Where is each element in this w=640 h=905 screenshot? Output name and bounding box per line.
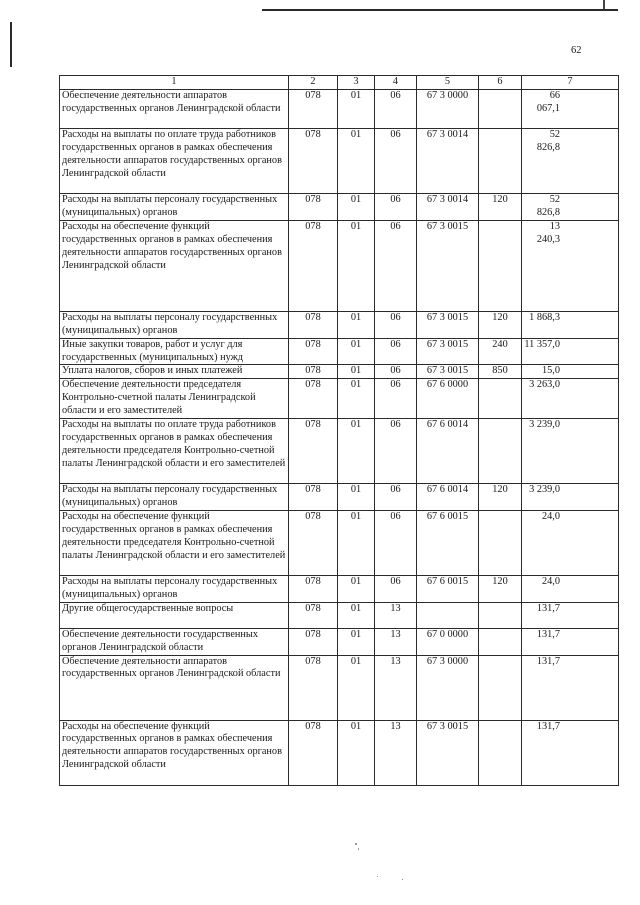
table-row [60,419,619,484]
code-cell: 078 [289,628,338,655]
code-cell: 67 3 0015 [417,220,479,311]
code-cell: 120 [479,194,522,221]
table-row [60,379,619,419]
code-cell [479,602,522,628]
code-cell [479,90,522,129]
code-cell: 67 3 0015 [417,311,479,338]
code-cell: 67 3 0015 [417,338,479,365]
code-cell: 01 [338,338,375,365]
amount-cell: 3 239,0 [522,484,619,511]
amount-cell: 13 240,3 [522,220,619,311]
table-header-row [60,76,619,90]
scan-speck [358,848,359,850]
code-cell: 01 [338,379,375,419]
scan-speck [402,879,403,880]
code-cell: 06 [375,129,417,194]
code-cell: 01 [338,419,375,484]
code-cell: 01 [338,510,375,575]
code-cell: 67 6 0014 [417,484,479,511]
code-cell: 078 [289,311,338,338]
row-name-cell: Расходы на обеспечение функций государственных органов в рамках обеспечения деятельности аппаратов государственных органов Ленинградской области [60,720,289,785]
code-cell [479,379,522,419]
code-cell: 078 [289,484,338,511]
row-name-cell: Расходы на выплаты по оплате труда работников государственных органов в рамках обеспечения деятельности председателя Контрольно-счетной палаты Ленинградской области и его заместителей [60,419,289,484]
code-cell: 06 [375,379,417,419]
code-cell [479,510,522,575]
code-cell: 13 [375,720,417,785]
scan-artifact-top-line [262,9,618,11]
table-row [60,311,619,338]
code-cell: 078 [289,602,338,628]
amount-cell: 11 357,0 [522,338,619,365]
table-row [60,484,619,511]
column-header: 6 [479,76,522,90]
page-number: 62 [571,45,582,56]
column-header: 1 [60,76,289,90]
code-cell: 67 6 0014 [417,419,479,484]
code-cell [417,602,479,628]
amount-cell: 52 826,8 [522,194,619,221]
amount-cell: 24,0 [522,510,619,575]
row-name-cell: Расходы на выплаты персоналу государственных (муниципальных) органов [60,484,289,511]
code-cell: 078 [289,194,338,221]
column-header: 2 [289,76,338,90]
table-row [60,365,619,379]
code-cell: 078 [289,575,338,602]
row-name-cell: Расходы на выплаты персоналу государственных (муниципальных) органов [60,575,289,602]
code-cell: 06 [375,220,417,311]
code-cell [479,419,522,484]
column-header: 7 [522,76,619,90]
row-name-cell: Иные закупки товаров, работ и услуг для государственных (муниципальных) нужд [60,338,289,365]
code-cell: 120 [479,484,522,511]
row-name-cell: Расходы на обеспечение функций государственных органов в рамках обеспечения деятельности председателя Контрольно-счетной палаты Ленинградской области и его заместителей [60,510,289,575]
amount-cell: 131,7 [522,655,619,720]
column-header: 3 [338,76,375,90]
row-name-cell: Обеспечение деятельности председателя Контрольно-счетной палаты Ленинградской области и его заместителей [60,379,289,419]
code-cell: 078 [289,220,338,311]
code-cell: 67 3 0000 [417,655,479,720]
code-cell: 120 [479,311,522,338]
code-cell: 06 [375,338,417,365]
code-cell: 078 [289,379,338,419]
code-cell: 078 [289,338,338,365]
code-cell: 13 [375,655,417,720]
amount-cell: 15,0 [522,365,619,379]
code-cell: 078 [289,720,338,785]
scan-artifact-left-line [10,22,12,67]
code-cell: 01 [338,602,375,628]
code-cell: 01 [338,484,375,511]
code-cell: 01 [338,655,375,720]
amount-cell: 131,7 [522,628,619,655]
code-cell: 01 [338,220,375,311]
table-row [60,655,619,720]
table-row [60,628,619,655]
code-cell: 01 [338,129,375,194]
code-cell: 67 6 0015 [417,575,479,602]
code-cell: 078 [289,419,338,484]
row-name-cell: Расходы на обеспечение функций государственных органов в рамках обеспечения деятельности аппаратов государственных органов Ленинградской области [60,220,289,311]
row-name-cell: Обеспечение деятельности государственных органов Ленинградской области [60,628,289,655]
code-cell: 06 [375,365,417,379]
amount-cell: 3 239,0 [522,419,619,484]
table-row [60,510,619,575]
code-cell: 01 [338,365,375,379]
amount-cell: 66 067,1 [522,90,619,129]
budget-table [59,75,619,786]
row-name-cell: Обеспечение деятельности аппаратов государственных органов Ленинградской области [60,90,289,129]
table-row [60,338,619,365]
table-row [60,90,619,129]
row-name-cell: Уплата налогов, сборов и иных платежей [60,365,289,379]
code-cell: 13 [375,628,417,655]
code-cell: 67 6 0015 [417,510,479,575]
code-cell [479,220,522,311]
table-row [60,129,619,194]
amount-cell: 3 263,0 [522,379,619,419]
code-cell: 06 [375,311,417,338]
scan-speck [377,876,378,877]
code-cell: 240 [479,338,522,365]
amount-cell: 131,7 [522,602,619,628]
code-cell: 06 [375,194,417,221]
table-row [60,220,619,311]
code-cell [479,655,522,720]
code-cell: 01 [338,628,375,655]
code-cell: 06 [375,575,417,602]
code-cell: 078 [289,90,338,129]
code-cell: 67 6 0000 [417,379,479,419]
amount-cell: 52 826,8 [522,129,619,194]
code-cell: 078 [289,365,338,379]
amount-cell: 24,0 [522,575,619,602]
row-name-cell: Расходы на выплаты персоналу государственных (муниципальных) органов [60,194,289,221]
code-cell: 078 [289,129,338,194]
code-cell: 06 [375,419,417,484]
row-name-cell: Другие общегосударственные вопросы [60,602,289,628]
code-cell [479,129,522,194]
column-header: 4 [375,76,417,90]
code-cell [479,720,522,785]
column-header: 5 [417,76,479,90]
code-cell: 06 [375,510,417,575]
code-cell: 120 [479,575,522,602]
scan-speck [355,843,357,845]
code-cell: 13 [375,602,417,628]
table-row [60,575,619,602]
table-row [60,194,619,221]
table-row [60,602,619,628]
code-cell: 850 [479,365,522,379]
amount-cell: 131,7 [522,720,619,785]
row-name-cell: Обеспечение деятельности аппаратов государственных органов Ленинградской области [60,655,289,720]
code-cell: 67 3 0014 [417,129,479,194]
code-cell: 67 3 0000 [417,90,479,129]
code-cell: 67 3 0015 [417,720,479,785]
code-cell: 01 [338,311,375,338]
amount-cell: 1 868,3 [522,311,619,338]
scan-artifact-tick [603,0,605,9]
code-cell: 01 [338,720,375,785]
code-cell: 01 [338,575,375,602]
code-cell: 67 3 0015 [417,365,479,379]
row-name-cell: Расходы на выплаты по оплате труда работников государственных органов в рамках обеспечения деятельности аппаратов государственных органов Ленинградской области [60,129,289,194]
code-cell: 078 [289,510,338,575]
code-cell [479,628,522,655]
code-cell: 078 [289,655,338,720]
code-cell: 67 3 0014 [417,194,479,221]
code-cell: 01 [338,90,375,129]
code-cell: 01 [338,194,375,221]
table-row [60,720,619,785]
code-cell: 06 [375,484,417,511]
code-cell: 06 [375,90,417,129]
row-name-cell: Расходы на выплаты персоналу государственных (муниципальных) органов [60,311,289,338]
code-cell: 67 0 0000 [417,628,479,655]
